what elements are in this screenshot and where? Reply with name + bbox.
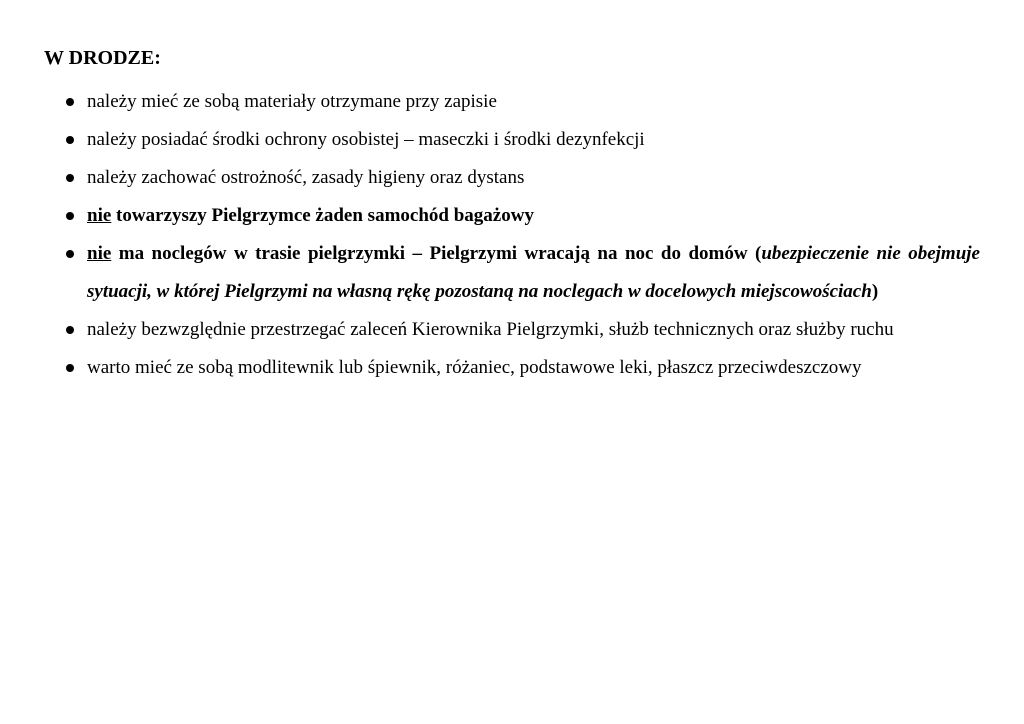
item-emphasis: nie <box>87 243 112 264</box>
paren-open: ( <box>755 243 762 264</box>
bullet-icon <box>66 326 74 334</box>
list-item <box>62 83 980 121</box>
bullet-list <box>62 83 980 387</box>
item-italic-note: ubezpieczenie nie obejmuje sytuacji, w której Pielgrzymi na własną rękę pozostaną na noclegach w docelowych miejscowościach <box>87 243 980 302</box>
bullet-icon <box>66 174 74 182</box>
item-emphasis: nie <box>87 205 112 226</box>
item-text: należy zachować ostrożność, zasady higieny oraz dystans <box>87 167 525 188</box>
bullet-icon <box>66 212 74 220</box>
list-item <box>62 197 980 235</box>
list-item <box>62 159 980 197</box>
item-text: należy mieć ze sobą materiały otrzymane przy zapisie <box>87 91 497 112</box>
item-text: ma noclegów w trasie pielgrzymki – Pielgrzymi wracają na noc do domów <box>111 243 756 264</box>
list-item <box>62 349 980 387</box>
bullet-icon <box>66 136 74 144</box>
item-text: należy posiadać środki ochrony osobistej – maseczki i środki dezynfekcji <box>87 129 645 150</box>
bullet-icon <box>66 250 74 258</box>
bullet-icon <box>66 98 74 106</box>
item-text: należy bezwzględnie przestrzegać zaleceń Kierownika Pielgrzymki, służb technicznych oraz służby ruchu <box>87 319 894 340</box>
list-item <box>62 311 980 349</box>
list-item <box>62 121 980 159</box>
list-item <box>62 235 980 311</box>
item-text: towarzyszy Pielgrzymce żaden samochód bagażowy <box>111 205 534 226</box>
paren-close: ) <box>871 281 879 302</box>
section-heading: W DRODZE: <box>44 47 161 69</box>
bullet-icon <box>66 364 74 372</box>
item-text: warto mieć ze sobą modlitewnik lub śpiewnik, różaniec, podstawowe leki, płaszcz przeciwdeszczowy <box>87 357 862 378</box>
